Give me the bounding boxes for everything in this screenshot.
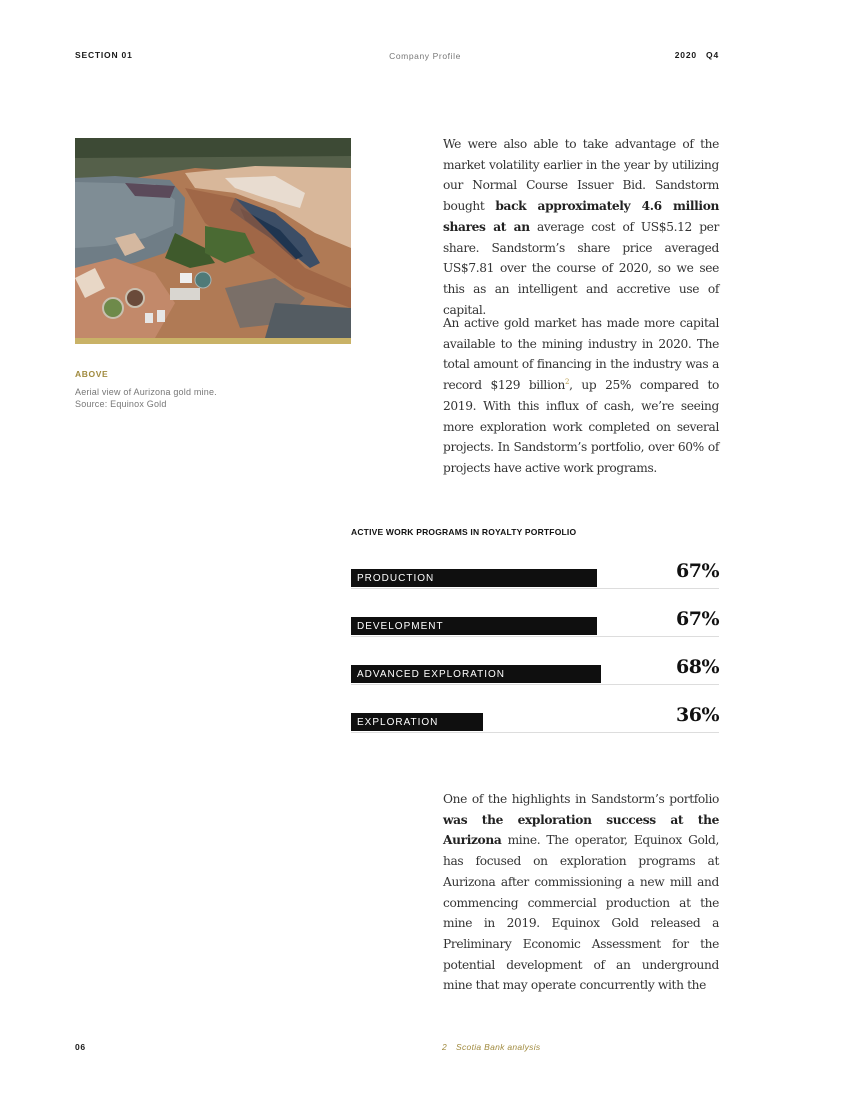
bar-value: 67% (676, 608, 719, 630)
report-period: 2020 Q4 (674, 50, 719, 60)
body-paragraph-3 (443, 789, 719, 996)
bar-label: DEVELOPMENT (357, 621, 444, 632)
bar-label: EXPLORATION (357, 717, 439, 728)
bar-exploration (351, 713, 483, 731)
bar-value: 67% (676, 560, 719, 582)
bar-development (351, 617, 597, 635)
caption-label: ABOVE (75, 369, 109, 379)
photo-caption: Aerial view of Aurizona gold mine. Source: Equinox Gold (75, 387, 217, 409)
aerial-mine-photo (75, 138, 351, 338)
chart-title: ACTIVE WORK PROGRAMS IN ROYALTY PORTFOLIO (351, 527, 577, 537)
body-paragraph-2 (443, 313, 719, 479)
photo-accent-bar (75, 338, 351, 344)
paragraph-emphasis: was the exploration success at the Aurizona (443, 812, 719, 848)
page-number: 06 (75, 1042, 86, 1052)
paragraph-text: One of the highlights in Sandstorm’s portfolio (443, 792, 719, 806)
chart-row-exploration (351, 704, 719, 733)
chart-row-production (351, 560, 719, 589)
bar-value: 36% (676, 704, 719, 726)
bar-production (351, 569, 597, 587)
paragraph-text: We were also able to take advantage of the market volatility earlier in the year by utilizing our Normal Course Issuer Bid. Sandstorm bought (443, 137, 719, 214)
paragraph-text: average cost of US$5.12 per share. Sandstorm’s share price averaged US$7.81 over the course of 2020, so we see this as an intelligent and accretive use of capital. (443, 219, 719, 317)
footnote-reference[interactable]: 2 (564, 378, 570, 387)
bar-label: PRODUCTION (357, 573, 435, 584)
section-label: SECTION 01 (75, 50, 133, 60)
bar-value: 68% (676, 656, 719, 678)
paragraph-text: An active gold market has made more capital available to the mining industry in 2020. The total amount of financing in the industry was a record $129 billion (443, 316, 719, 393)
bar-label: ADVANCED EXPLORATION (357, 669, 505, 680)
chart-row-development (351, 608, 719, 637)
paragraph-text: , up 25% compared to 2019. With this influx of cash, we’re seeing more exploration work completed on several projects. In Sandstorm’s portfolio, over 60% of projects have active work programs. (443, 378, 719, 475)
body-paragraph-1 (443, 134, 719, 320)
page-header-title: Company Profile (389, 51, 461, 61)
paragraph-emphasis: back approximately 4.6 million shares at an (443, 199, 719, 234)
bar-advanced-exploration (351, 665, 601, 683)
footnote-text: Scotia Bank analysis (456, 1042, 541, 1052)
footnote-number: 2 (442, 1042, 448, 1052)
footnote (442, 1042, 540, 1052)
chart-row-advanced-exploration (351, 656, 719, 685)
paragraph-text: mine. The operator, Equinox Gold, has focused on exploration programs at Aurizona after commissioning a new mill and commencing commercial production at the mine in 2019. Equinox Gold released a Preliminary Economic Assessment for the potential development of an underground mine that may operate concurrently with the (443, 833, 719, 993)
